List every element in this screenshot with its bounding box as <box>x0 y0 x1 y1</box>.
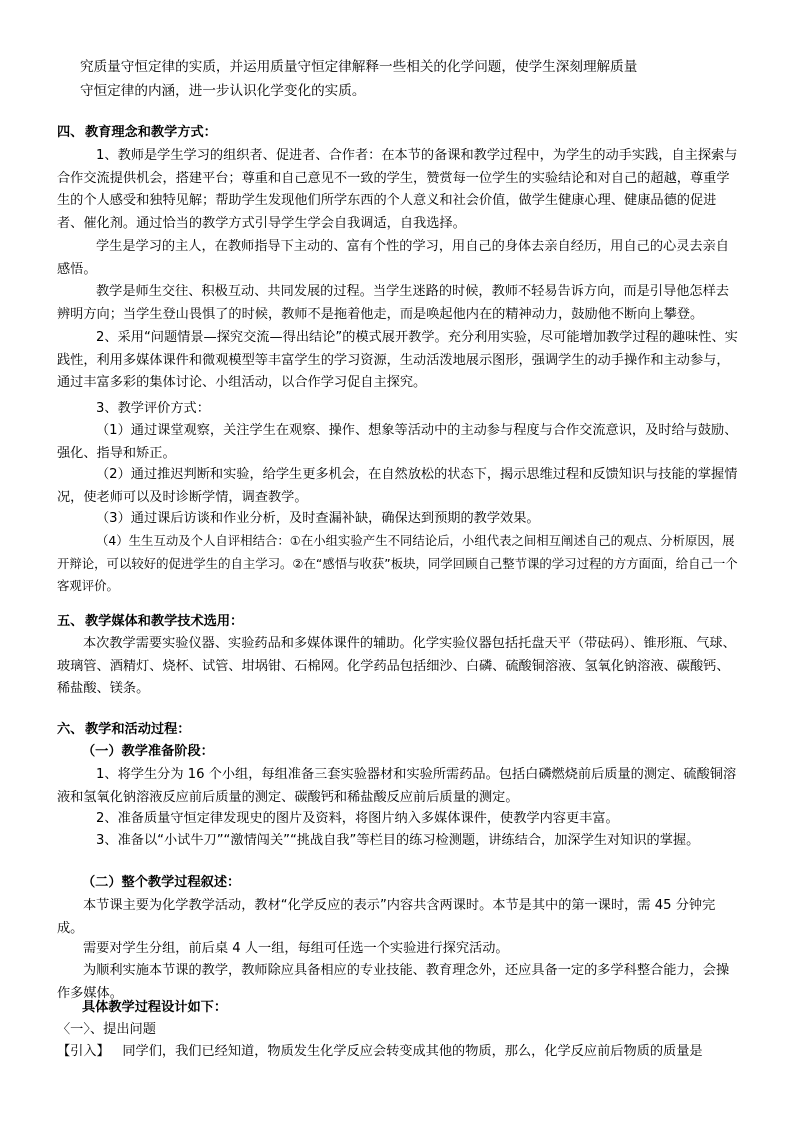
paragraph: 3、教学评价方式： <box>96 401 210 416</box>
section-5-title: 教学媒体和教学技术选用： <box>85 614 244 629</box>
intro-text: 同学们，我们已经知道，物质发生化学反应会转变成其他的物质，那么，化学反应前后物质的质量是 <box>122 1044 703 1059</box>
paragraph: 为顺利实施本节课的教学，教师除应具备相应的专业技能、教育理念外，还应具备一定的多学科整合能力，会操作多媒体。 <box>57 963 730 1001</box>
section-4-heading <box>57 122 739 145</box>
section-5-number: 五、 <box>57 614 84 629</box>
paragraph: 2、准备质量守恒定律发现史的图片及资料，将图片纳入多媒体课件，使教学内容更丰富。 <box>96 811 619 826</box>
intro-paragraph <box>57 1041 747 1064</box>
subsection-heading: （二）整个教学过程叙述： <box>82 875 241 890</box>
paragraph <box>57 530 739 598</box>
paragraph: （3）通过课后访谈和作业分析，及时查漏补缺，确保达到预期的教学效果。 <box>96 511 540 526</box>
section-4-title: 教育理念和教学方式： <box>85 125 217 140</box>
paragraph: 3、准备以“小试牛刀”“激情闯关”“挑战自我”等栏目的练习检测题，讲练结合，加深学生对知识的掌握。 <box>96 833 700 848</box>
intro-tag: 【引入】 <box>57 1044 110 1059</box>
section-6-heading <box>57 719 739 742</box>
intro-line-1: 究质量守恒定律的实质，并运用质量守恒定律解释一些相关的化学问题，使学生深刻理解质量 <box>80 59 638 75</box>
paragraph: 本节课主要为化学教学活动，教材“化学反应的表示”内容共含两课时。本节是其中的第一课时，需 45 分钟完成。 <box>57 898 716 936</box>
design-heading: 具体教学过程设计如下： <box>82 1000 228 1015</box>
paragraph: 教学是师生交往、积极互动、共同发展的过程。当学生迷路的时候，教师不轻易告诉方向，而是引导他怎样去辨明方向；当学生登山畏惧了的时候，教师不是拖着他走，而是唤起他内在的精神动力，鼓励他不断向上攀登。 <box>57 284 729 322</box>
evaluation-item-4a: （4）生生互动及个人自评相结合：①在小组实验产生不同结论后，小组代表之间相互阐述自己的观点、分析原因，展开辩论，可以较好的促进学生的自主学习。 <box>57 533 735 571</box>
paragraph: 需要对学生分组，前后桌 4 人一组，每组可任选一个实验进行探究活动。 <box>83 941 509 956</box>
intro-line-2: 守恒定律的内涵，进一步认识化学变化的实质。 <box>80 83 366 99</box>
section-4-number: 四、 <box>57 125 84 140</box>
section-5-heading <box>57 611 739 634</box>
section-6-title: 教学和活动过程： <box>85 722 191 737</box>
paragraph: （2）通过推迟判断和实验，给学生更多机会，在自然放松的状态下，揭示思维过程和反馈知识与技能的掌握情况，使老师可以及时诊断学情，调查教学。 <box>57 467 738 505</box>
section-6-number: 六、 <box>57 722 84 737</box>
step-heading: 〈一〉、提出问题 <box>57 1022 156 1037</box>
paragraph: 1、教师是学生学习的组织者、促进者、合作者：在本节的备课和教学过程中，为学生的动手实践，自主探索与合作交流提供机会，搭建平台；尊重和自己意见不一致的学生，赞赏每一位学生的实验结论和对自己的超越，尊重学生的个人感受和独特见解；帮助学生发现他们所学东西的个人意义和社会价值，做学生健康心理、健康品德的促进者、催化剂。通过恰当的教学方式引导学生学会自我调适，自我选择。 <box>57 148 738 231</box>
paragraph: （1）通过课堂观察，关注学生在观察、操作、想象等活动中的主动参与程度与合作交流意识，及时给与鼓励、强化、指导和矫正。 <box>57 423 738 461</box>
paragraph: 1、将学生分为 16 个小组，每组准备三套实验器材和实验所需药品。包括白磷燃烧前后质量的测定、硫酸铜溶液和氢氧化钠溶液反应前后质量的测定、碳酸钙和稀盐酸反应前后质量的测定。 <box>57 767 737 805</box>
paragraph: 2、采用“问题情景—探究交流—得出结论”的模式展开教学。充分利用实验，尽可能增加教学过程的趣味性、实践性，利用多媒体课件和微观模型等丰富学生的学习资源，生动活泼地展示图形，强调学生的动手操作和主动参与，通过丰富多彩的集体讨论、小组活动，以合作学习促自主探究。 <box>57 330 738 391</box>
paragraph: 学生是学习的主人，在教师指导下主动的、富有个性的学习，用自己的身体去亲自经历，用自己的心灵去亲自感悟。 <box>57 239 729 277</box>
evaluation-item-4b: ②在“感悟与收获”板块，同学回顾自己整节课的学习过程的方方面面，给自己一个客观评价。 <box>57 555 738 594</box>
subsection-heading: （一）教学准备阶段： <box>82 744 214 759</box>
paragraph: 本次教学需要实验仪器、实验药品和多媒体课件的辅助。化学实验仪器包括托盘天平（带砝码）、锥形瓶、气球、玻璃管、酒精灯、烧杯、试管、坩埚钳、石棉网。化学药品包括细沙、白磷、硫酸铜溶液、氢氧化钠溶液、碳酸钙、稀盐酸、镁条。 <box>57 636 736 697</box>
